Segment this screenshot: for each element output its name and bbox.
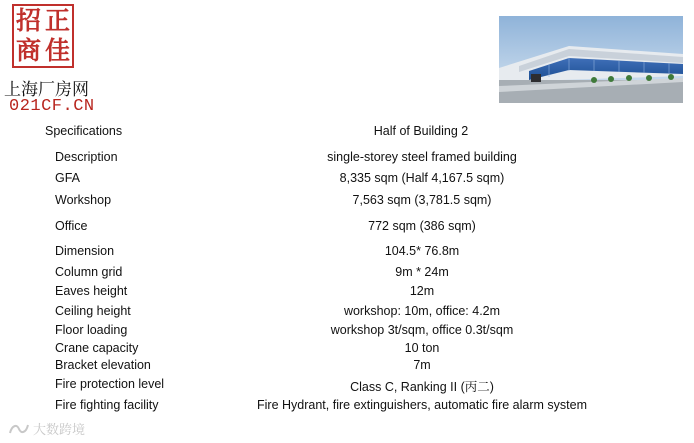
spec-label: Eaves height <box>55 284 128 298</box>
spec-row <box>0 219 694 239</box>
watermark-text: 大数跨境 <box>33 423 86 438</box>
spec-row <box>0 284 694 304</box>
spec-row <box>0 358 694 378</box>
spec-value: 9m * 24m <box>395 265 449 279</box>
spec-header-row <box>0 124 694 144</box>
spec-label: Dimension <box>55 244 115 258</box>
spec-row <box>0 377 694 397</box>
spec-value: single-storey steel framed building <box>327 150 517 164</box>
spec-label: Fire protection level <box>55 377 165 391</box>
watermark <box>8 419 85 438</box>
spec-row <box>0 304 694 324</box>
spec-label: Workshop <box>55 193 112 207</box>
spec-label: Column grid <box>55 265 123 279</box>
spec-value: 104.5* 76.8m <box>384 244 460 258</box>
spec-value: Fire Hydrant, fire extinguishers, automatic fire alarm system <box>257 398 587 412</box>
spec-header-value: Half of Building 2 <box>373 124 469 138</box>
logo-mark-icon <box>8 422 30 436</box>
spec-value: workshop 3t/sqm, office 0.3t/sqm <box>330 323 514 337</box>
spec-row <box>0 150 694 170</box>
seal-char: 佳 <box>44 36 70 65</box>
brand-name-cn: 上海厂房网 <box>4 80 89 100</box>
seal-char: 商 <box>15 36 41 65</box>
brand-seal <box>12 4 74 68</box>
building-photo <box>499 16 683 103</box>
spec-row <box>0 398 694 418</box>
brand-name-en: 021CF.CN <box>9 97 95 116</box>
spec-label: Crane capacity <box>55 341 139 355</box>
spec-value: 10 ton <box>404 341 440 355</box>
spec-header-label: Specifications <box>45 124 123 138</box>
spec-label: Bracket elevation <box>55 358 151 372</box>
spec-label: GFA <box>55 171 81 185</box>
spec-value: 12m <box>409 284 435 298</box>
spec-label: Ceiling height <box>55 304 131 318</box>
spec-row <box>0 323 694 343</box>
spec-row <box>0 171 694 191</box>
spec-row <box>0 193 694 213</box>
spec-value: 7,563 sqm (3,781.5 sqm) <box>352 193 492 207</box>
spec-value: 772 sqm (386 sqm) <box>368 219 476 233</box>
spec-label: Fire fighting facility <box>55 398 159 412</box>
spec-label: Office <box>55 219 88 233</box>
spec-value: workshop: 10m, office: 4.2m <box>343 304 501 318</box>
spec-label: Description <box>55 150 118 164</box>
spec-label: Floor loading <box>55 323 128 337</box>
seal-char: 招 <box>15 6 41 35</box>
spec-row <box>0 244 694 264</box>
spec-row <box>0 265 694 285</box>
spec-value: 8,335 sqm (Half 4,167.5 sqm) <box>339 171 505 185</box>
spec-value: 7m <box>413 358 431 372</box>
seal-char: 正 <box>44 6 70 35</box>
spec-value: Class C, Ranking II (丙二) <box>350 380 494 394</box>
